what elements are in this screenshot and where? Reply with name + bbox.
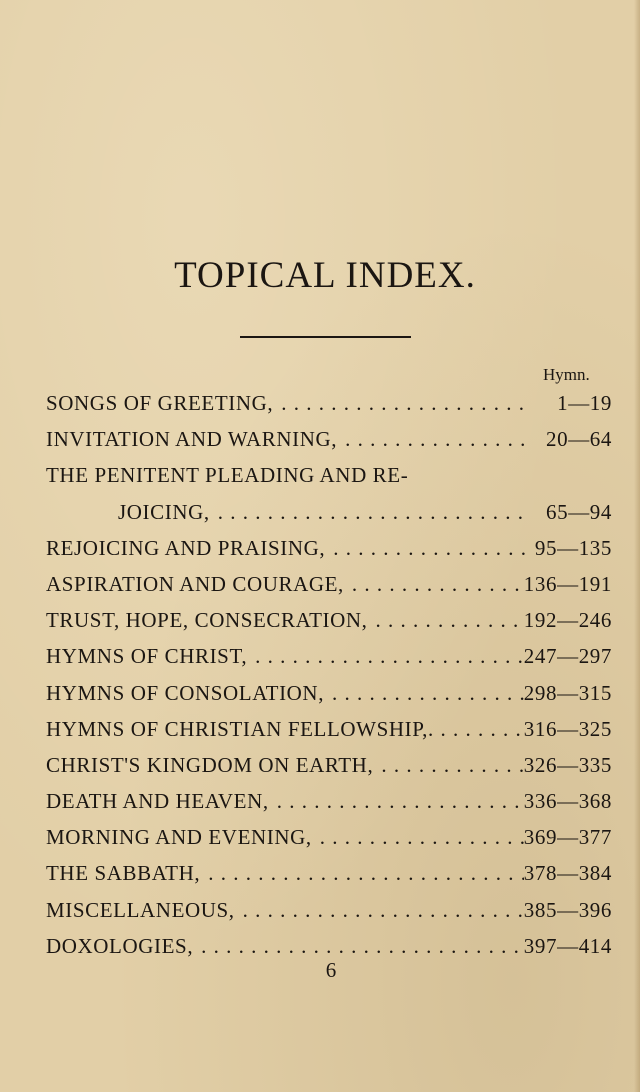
entry-range: 136—191 [523,571,612,596]
entry-label: HYMNS OF CONSOLATION, [46,680,325,705]
leader-dots [324,675,524,711]
index-entry [46,783,612,819]
entry-label: MORNING AND EVENING, [46,825,312,850]
index-entry [46,638,612,674]
entry-range: 20—64 [546,427,612,452]
leader-dots [200,855,524,891]
index-entry [46,566,612,602]
leader-dots [312,819,524,855]
topical-index-list [46,385,612,964]
entry-range: 336—368 [523,789,612,814]
page-number: 6 [325,958,337,982]
index-entry [46,385,612,421]
entry-range: 298—315 [523,680,612,705]
leader-dots [344,566,524,602]
leader-dots [235,892,524,928]
index-entry [46,421,612,457]
entry-range: 192—246 [523,608,612,633]
entry-label: THE SABBATH, [46,861,201,886]
index-entry [46,602,612,638]
index-entry [46,675,612,711]
entry-range: 65—94 [546,499,612,524]
leader-dots [269,783,524,819]
entry-label: DOXOLOGIES, [46,933,194,958]
leader-dots [247,638,524,674]
index-entry [46,711,612,747]
entry-range: 378—384 [523,861,612,886]
leader-dots [428,711,524,747]
entry-range: 95—135 [534,535,612,560]
index-entry [46,892,612,928]
leader-dots [337,421,530,457]
index-entry [46,747,612,783]
leader-dots [373,747,523,783]
entry-label: TRUST, HOPE, CONSECRATION, [46,608,368,633]
page-title: TOPICAL INDEX. [174,255,476,296]
leader-dots [210,494,530,530]
entry-label: THE PENITENT PLEADING AND RE- [46,463,409,488]
index-entry [46,855,612,891]
entry-label: INVITATION AND WARNING, [46,427,338,452]
index-entry [46,530,612,566]
leader-dots [273,385,530,421]
entry-range: 397—414 [523,933,612,958]
entry-range: 385—396 [523,897,612,922]
column-header-hymn: Hymn. [543,365,590,384]
entry-label: HYMNS OF CHRIST, [46,644,248,669]
entry-label: HYMNS OF CHRISTIAN FELLOWSHIP, [46,716,429,741]
page-edge-shadow [634,0,640,1092]
index-entry [46,457,612,493]
entry-label: DEATH AND HEAVEN, [46,789,269,814]
entry-label: SONGS OF GREETING, [46,391,274,415]
title-rule [240,336,411,338]
entry-range: 316—325 [523,716,612,741]
entry-range: 326—335 [523,752,612,777]
entry-label: MISCELLANEOUS, [46,897,235,922]
index-entry [46,819,612,855]
leader-dots [325,530,530,566]
index-entry-continued [46,494,612,530]
leader-dots [367,602,523,638]
entry-label: JOICING, [118,499,210,524]
entry-label: CHRIST'S KINGDOM ON EARTH, [46,752,374,777]
entry-range: 369—377 [523,825,612,850]
entry-range: 1—19 [557,391,612,415]
entry-label: ASPIRATION AND COURAGE, [46,571,344,596]
entry-range: 247—297 [523,644,612,669]
entry-label: REJOICING AND PRAISING, [46,535,326,560]
